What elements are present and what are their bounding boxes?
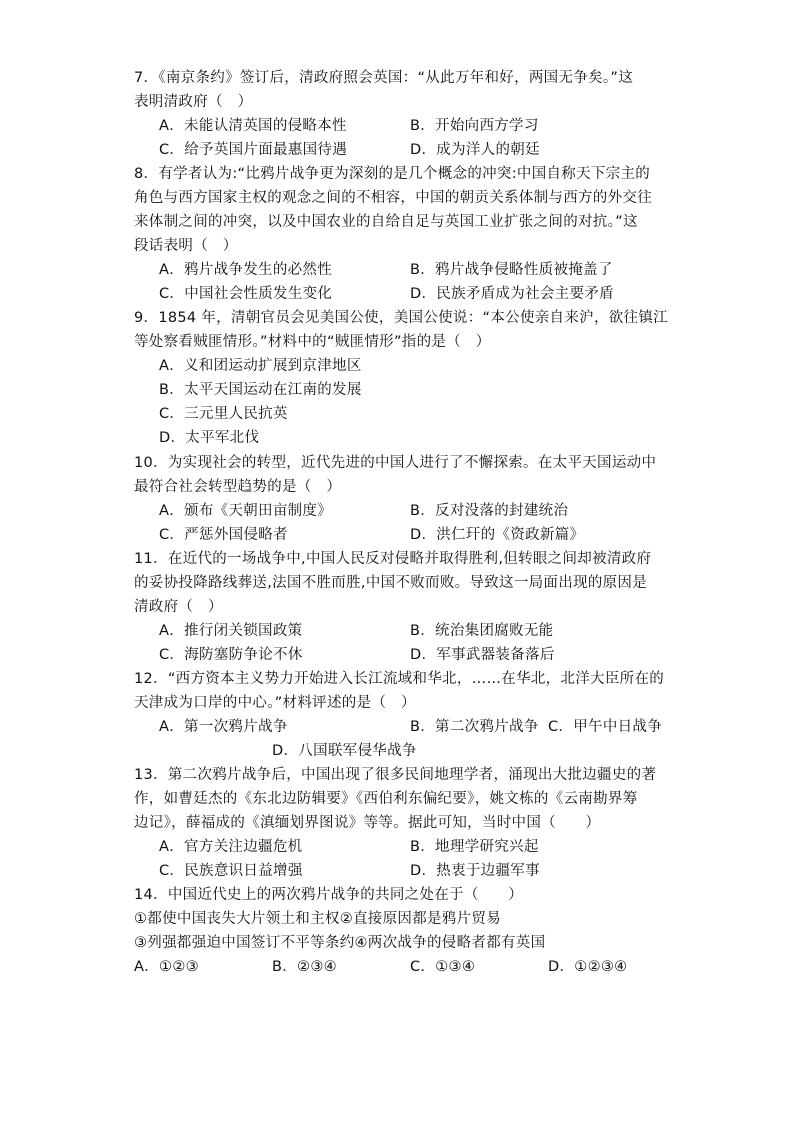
q9-option-a: A．义和团运动扩展到京津地区 (159, 358, 362, 374)
q11-option-d: D．军事武器装备落后 (410, 647, 555, 663)
q9-stem-line2: 等处察看贼匪情形。”材料中的“贼匪情形”指的是（ ） (134, 334, 491, 350)
q9-option-b: B．太平天国运动在江南的发展 (159, 382, 362, 398)
q14-option-d: D．①②③④ (548, 959, 628, 975)
q8-stem-line2: 角色与西方国家主权的观念之间的不相容，中国的朝贡关系体制与西方的外交往 (134, 190, 652, 206)
q12-option-c: C．甲午中日战争 (548, 719, 663, 735)
q14-option-a: A．①②③ (134, 959, 199, 975)
q8-stem-line3: 来体制之间的冲突，以及中国农业的自给自足与英国工业扩张之间的对抗。”这 (134, 214, 638, 230)
q14-option-b: B．②③④ (272, 959, 337, 975)
q10-option-a: A．颁布《天朝田亩制度》 (159, 503, 333, 519)
q8-option-a: A．鸦片战争发生的必然性 (159, 262, 333, 278)
q14-statements-line2: ③列强都强迫中国签订不平等条约④两次战争的侵略者都有英国 (134, 935, 546, 951)
q13-stem-line2: 作，如曹廷杰的《东北边防辑要》《西伯利东偏纪要》，姚文栋的《云南勘界筹 (134, 791, 638, 807)
q13-stem-line1: 13．第二次鸦片战争后，中国出现了很多民间地理学者，涌现出大批边疆史的著 (134, 767, 657, 783)
q13-option-a: A．官方关注边疆危机 (159, 839, 303, 855)
q7-option-a: A．未能认清英国的侵略本性 (159, 118, 347, 134)
q8-option-c: C．中国社会性质发生变化 (159, 286, 333, 302)
q8-option-d: D．民族矛盾成为社会主要矛盾 (410, 286, 614, 302)
q12-option-d: D．八国联军侵华战争 (272, 743, 417, 759)
q11-option-a: A．推行闭关锁国政策 (159, 623, 303, 639)
q10-stem-line2: 最符合社会转型趋势的是（ ） (134, 479, 342, 495)
q7-stem-line2: 表明清政府（ ） (134, 94, 253, 110)
q10-option-c: C．严惩外国侵略者 (159, 527, 288, 543)
q11-stem-line3: 清政府（ ） (134, 599, 223, 615)
q14-statements-line1: ①都使中国丧失大片领土和主权②直接原因都是鸦片贸易 (134, 911, 501, 927)
q12-stem-line2: 天津成为口岸的中心。”材料评述的是（ ） (134, 695, 416, 711)
q14-stem-line1: 14．中国近代史上的两次鸦片战争的共同之处在于（ ） (134, 887, 524, 903)
q7-option-c: C．给予英国片面最惠国待遇 (159, 142, 348, 158)
q12-option-a: A．第一次鸦片战争 (159, 719, 288, 735)
q9-option-d: D．太平军北伐 (159, 430, 260, 446)
q12-stem-line1: 12．“西方资本主义势力开始进入长江流域和华北，……在华北，北洋大臣所在的 (134, 671, 665, 687)
q7-stem-line1: 7．《南京条约》签订后，清政府照会英国：“从此万年和好，两国无争矣。”这 (134, 70, 634, 86)
q14-option-c: C．①③④ (410, 959, 476, 975)
q12-option-b: B．第二次鸦片战争 (410, 719, 539, 735)
q8-stem-line1: 8．有学者认为:“比鸦片战争更为深刻的是几个概念的冲突:中国自称天下宗主的 (134, 166, 651, 182)
q13-option-d: D．热衷于边疆军事 (410, 863, 540, 879)
q13-stem-line3: 边记》，薛福成的《滇缅划界图说》等等。据此可知，当时中国（ ） (134, 815, 601, 831)
q10-option-b: B．反对没落的封建统治 (410, 503, 569, 519)
q11-option-c: C．海防塞防争论不休 (159, 647, 303, 663)
q9-option-c: C．三元里人民抗英 (159, 406, 288, 422)
q9-stem-line1: 9．1854 年，清朝官员会见美国公使，美国公使说：“本公使亲自来沪，欲往镇江 (134, 310, 668, 326)
q8-stem-line4: 段话表明（ ） (134, 238, 238, 254)
q7-option-b: B．开始向西方学习 (410, 118, 539, 134)
q8-option-b: B．鸦片战争侵略性质被掩盖了 (410, 262, 613, 278)
q10-option-d: D．洪仁玕的《资政新篇》 (410, 527, 585, 543)
q11-option-b: B．统治集团腐败无能 (410, 623, 554, 639)
q11-stem-line2: 的妥协投降路线葬送,法国不胜而胜,中国不败而败。导致这一局面出现的原因是 (134, 575, 648, 591)
q13-option-c: C．民族意识日益增强 (159, 863, 303, 879)
q13-option-b: B．地理学研究兴起 (410, 839, 539, 855)
q7-option-d: D．成为洋人的朝廷 (410, 142, 540, 158)
q10-stem-line1: 10．为实现社会的转型，近代先进的中国人进行了不懈探索。在太平天国运动中 (134, 455, 657, 471)
q11-stem-line1: 11．在近代的一场战争中,中国人民反对侵略并取得胜利,但转眼之间却被清政府 (134, 551, 652, 567)
